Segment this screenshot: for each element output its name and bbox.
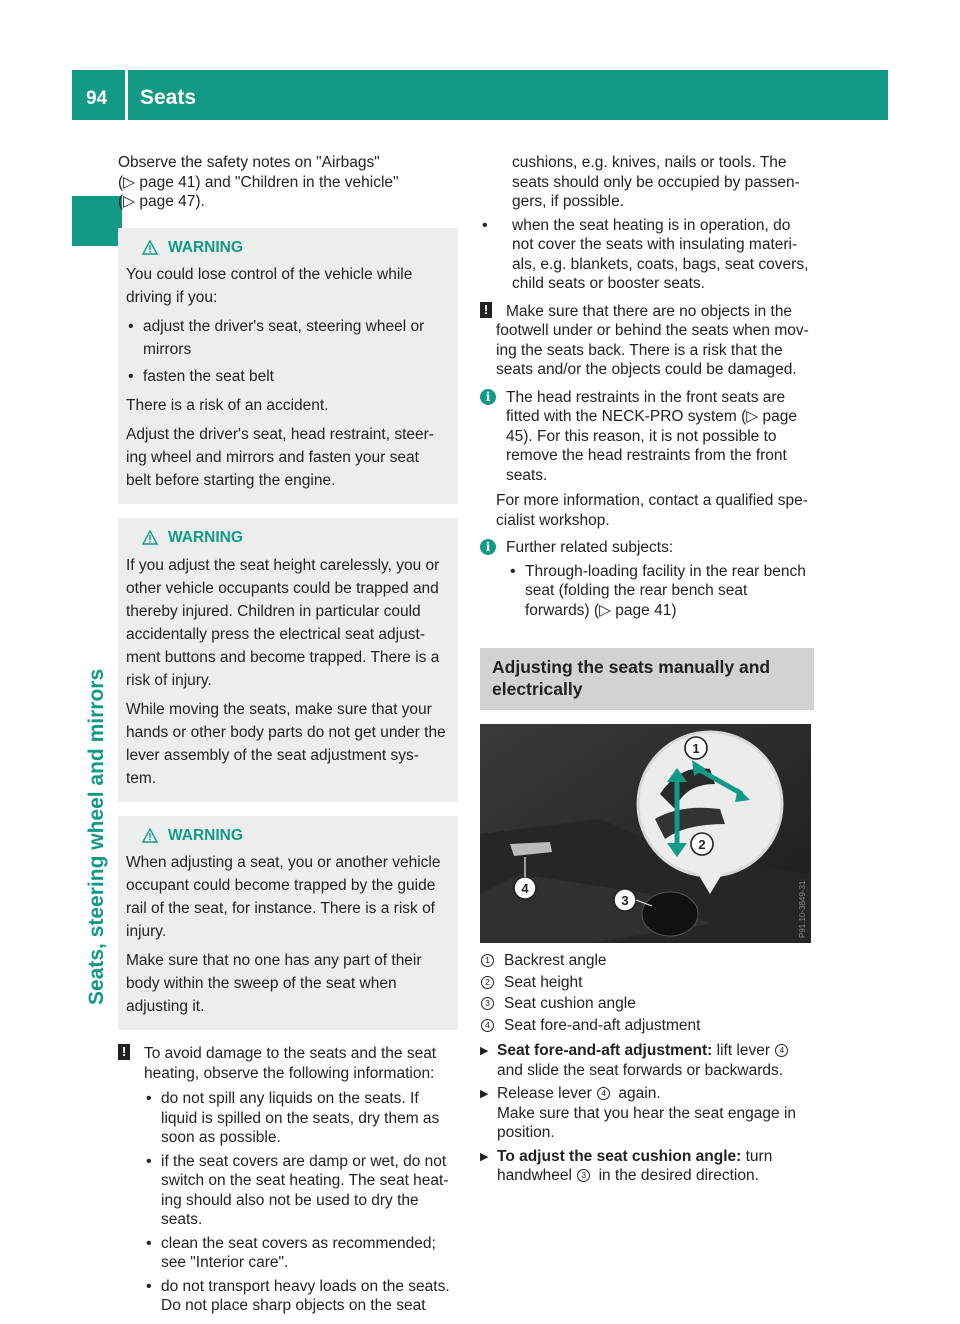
warning-text: Make sure that no one has any part of their body within the sweep of the seat when adjusting it.	[126, 952, 422, 1015]
figure-callout: 4	[521, 881, 529, 896]
warning-triangle-icon	[142, 828, 158, 843]
caution-note: ! To avoid damage to the seats and the seat heating, observe the following information: • do not spill any liquids on the seats. If liquid is spilled on the seats, dry them as soon as possible. • if the seat covers are damp or wet, do not switch on the seat heating. The seat heat-ing should also not be used to dry the seats. • clean the seat covers as recommended; see "Interior care". • do not transport heavy loads on the seats. Do not place sharp objects on the seat	[118, 1044, 458, 1316]
list-item-continued: cushions, e.g. knives, nails or tools. The seats should only be occupied by passen-gers, if possible.	[512, 154, 800, 210]
list-item: • when the seat heating is in operation, do not cover the seats with insulating materi-als, e.g. blankets, coats, bags, seat covers, child seats or booster seats.	[480, 216, 814, 294]
exclamation-icon: !	[480, 302, 492, 318]
list-item: • clean the seat covers as recommended; see "Interior care".	[144, 1234, 458, 1273]
figure-code: P91.10-3849-31	[798, 880, 807, 938]
figure-callout: 2	[698, 837, 706, 852]
step-release: ▶ Release lever 4 again. Make sure that you hear the seat engage in position.	[480, 1084, 814, 1143]
legend-item: 2 Seat height	[480, 973, 814, 993]
warning-title: WARNING	[142, 238, 448, 258]
page-link-47[interactable]: (▷ page 47).	[118, 193, 205, 210]
warning-box-1	[118, 228, 458, 505]
figure-legend	[480, 951, 814, 1035]
warning-text: If you adjust the seat height carelessly, you or other vehicle occupants could be trapped and thereby injured. Children in particular could accidentally press the electrical seat adjust-ment buttons and become trapped. There is a risk of injury.	[126, 556, 440, 689]
seat-illustration	[480, 724, 811, 943]
legend-item: 1 Backrest angle	[480, 951, 814, 971]
caution-note-2: ! Make sure that there are no objects in the footwell under or behind the seats when mov-ing the seats back. There is a risk that the seats and/or the objects could be damaged.	[480, 302, 814, 380]
warning-text: While moving the seats, make sure that your hands or other body parts do not get under the lever assembly of the seat adjustment sys-tem.	[126, 700, 446, 787]
left-column	[118, 153, 458, 1324]
page-header	[72, 70, 888, 120]
page-link-41[interactable]: (▷ page 41) and "Children in the vehicle"	[118, 173, 399, 191]
warning-text: You could lose control of the vehicle while driving if you:	[126, 266, 413, 306]
warning-text: Adjust the driver's seat, head restraint, steer-ing wheel and mirrors and fasten your seat belt before starting the engine.	[126, 426, 434, 489]
warning-title: WARNING	[142, 826, 448, 846]
warning-triangle-icon	[142, 240, 158, 255]
page-title: Seats	[140, 86, 197, 109]
intro-text: Observe the safety notes on "Airbags" (▷ page 41) and "Children in the vehicle" (▷ page 47).	[118, 154, 399, 210]
legend-item: 3 Seat cushion angle	[480, 994, 814, 1014]
list-item: • do not spill any liquids on the seats. If liquid is spilled on the seats, dry them as soon as possible.	[144, 1089, 458, 1148]
list-item: • Through-loading facility in the rear bench seat (folding the rear bench seat forwards) (▷ page 41)	[508, 562, 814, 621]
warning-text: When adjusting a seat, you or another vehicle occupant could become trapped by the guide rail of the seat, for instance. There is a risk of injury.	[126, 854, 441, 940]
list-item: • fasten the seat belt	[126, 365, 448, 388]
list-item: • if the seat covers are damp or wet, do not switch on the seat heating. The seat heat-ing should also not be used to dry the seats.	[144, 1152, 458, 1230]
info-icon: i	[480, 389, 496, 405]
exclamation-icon: !	[118, 1044, 130, 1060]
warning-title: WARNING	[142, 528, 448, 548]
warning-box-2	[118, 518, 458, 802]
header-separator	[125, 70, 128, 120]
warning-triangle-icon	[142, 530, 158, 545]
list-item: • do not transport heavy loads on the seats. Do not place sharp objects on the seat	[144, 1277, 458, 1316]
seat-adjustment-figure	[480, 724, 811, 943]
side-chapter-title: Seats, steering wheel and mirrors	[85, 668, 108, 1005]
legend-item: 4 Seat fore-and-aft adjustment	[480, 1016, 814, 1036]
right-column	[480, 153, 814, 1190]
section-heading: Adjusting the seats manually and electrically	[480, 648, 814, 710]
warning-box-3	[118, 816, 458, 1031]
figure-callout: 3	[621, 893, 629, 908]
figure-callout: 1	[692, 741, 700, 756]
warning-text: There is a risk of an accident.	[126, 397, 329, 414]
info-note-1: i The head restraints in the front seats are fitted with the NECK-PRO system (▷ page 45). For this reason, it is not possible to remove the head restraints from the front seats. For more information, contact a qualified spe-cialist workshop.	[480, 388, 814, 531]
page-number: 94	[86, 88, 108, 109]
info-icon: i	[480, 539, 496, 555]
side-tab-marker	[72, 196, 122, 246]
info-note-2: i Further related subjects: • Through-loading facility in the rear bench seat (folding the rear bench seat forwards) (▷ page 41)	[480, 538, 814, 620]
step-cushion-angle: ▶ To adjust the seat cushion angle: turn handwheel 3 in the desired direction.	[480, 1147, 814, 1186]
list-item: • adjust the driver's seat, steering wheel or mirrors	[126, 315, 448, 361]
step-fore-aft: ▶ Seat fore-and-aft adjustment: lift lever 4 and slide the seat forwards or backwards.	[480, 1041, 814, 1080]
instruction-steps	[480, 1041, 814, 1186]
